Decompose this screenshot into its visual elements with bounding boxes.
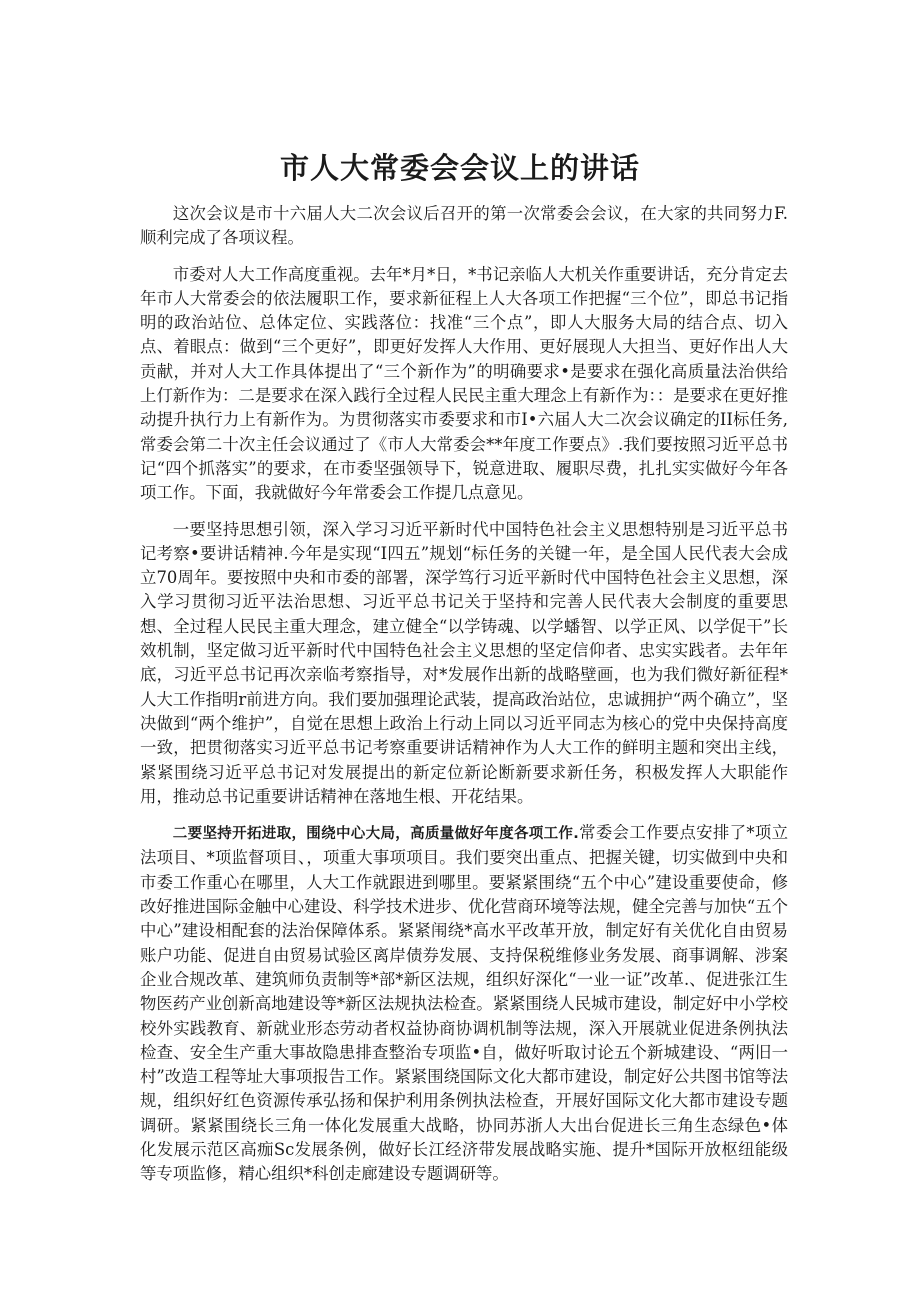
paragraph-4 <box>140 821 788 1186</box>
paragraph-2: 市委对人大工作高度重视。去年*月*日，*书记亲临人大机关作重要讲话，充分肯定去年市人大常委会的依法履职工作，要求新征程上人大各项工作把握“三个位”，即总书记指明的政治站位、总体定位、实践落位：找准“三个点”，即人大服务大局的结合点、切入点、着眼点：做到“三个更好”，即更好发挥人大作用、更好展现人大担当、更好作出人大贡献，并对人大工作具体提出了“三个新作为”的明确要求•是要求在强化高质量法治供给上仃新作为：二是要求在深入践行全过程人民民主重大理念上有新作为：：是要求在更好推动提升执行力上有新作为。为贯彻落实市委要求和市I•六届人大二次会议确定的II标任务,常委会第二十次主任会议通过了《市人大常委会**年度工作要点》.我们要按照习近平总书记“四个抓落实”的要求，在市委坚强领导下，锐意进取、履职尽费，扎扎实实做好今年各项工作。下面，我就做好今年常委会工作提几点意见。 <box>140 264 788 503</box>
paragraph-4-lead: 二要坚持开拓进取，围绕中心大局，高质量做好年度各项工作. <box>172 826 579 843</box>
paragraph-1: 这次会议是市十六届人大二次会议后召开的第一次常委会会议，在大家的共同努力F.顺利完成了各项议程。 <box>140 204 788 248</box>
paragraph-4-text: 常委会工作要点安排了*项立法项目、*项监督项目、，项重大事项项目。我们要突出重点、把握关键，切实做到中央和市委工作重心在哪里，人大工作就跟进到哪里。要紧紧围绕“五个中心”建设重要使命，修改好推进国际金触中心建设、科学技术进步、优化营商环境等法规，健全完善与加快“五个中心”建设相配套的法治保障体系。紧紧闱绕*高水平改革开放，制定好有关优化自由贸易账户功能、促进自由贸易试验区离岸债券发展、支持保税维修业务发展、商事调解、涉案企业合规改革、建筑师负责制等*部*新区法规，组织好深化“一业一证”改革.、促进张江生物医药产业创新高地建设等*新区法规执法检查。紧紧围绕人民城市建设，制定好中小学校校外实践教育、新就业形态劳动者权益协商协调机制等法规，深入开展就业促进条例执法检查、安全生产重大事故隐患排查整治专项监•自，做好听取讨论五个新城建设、“两旧一村”改造工程等址大事项报告工作。紧紧围绕国际文化大都市建设，制定好公共图书馆等法规，组织好红色资源传承弘扬和保护利用条例执法检查，开展好国际文化大都市建设专题调研。紧紧围绕长三角一体化发展重大战略，协同苏浙人大出台促进长三角生态绿色•体化发展示范区高痂Sc发展条例，做好长江经济带发展战略实施、提升*国际开放枢纽能级等专项监修，精心组织*科创走廊建设专题调研等。 <box>140 823 788 1184</box>
paragraph-3: 一要坚持思想引领，深入学习习近平新时代中国特色社会主义思想特别是习近平总书记考察•要讲话精神.今年是实现“I四五”规划“标任务的关键一年，是全国人民代表大会成立70周年。要按照中央和市委的部署，深学笃行习近平新时代中国特色社会主义思想，深入学习贯彻习近平法治思想、习近平总书记关于坚持和完善人民代表大会制度的重要思想、全过程人民民主重大理念，建立健全“以学铸魂、以学蟠智、以学正风、以学促干”长效机制，坚定做习近平新时代中国特色社会主义思想的坚定信仰者、忠实实践者。去年年底，习近平总书记再次亲临考察指导，对*发展作出新的战略壁画，也为我们微好新征程*人大工作指明r前进方向。我们要加强理论武装，提高政治站位，忠诚拥护“两个确立”，坚决做到“两个维护”，自觉在思想上政治上行动上同以习近平同志为核心的党中央保持高度一致，把贯彻落实习近平总书记考察重要讲话精神作为人大工作的鲜明主题和突出主线，紧紧围绕习近平总书记对发展提出的新定位新论断新要求新任务，积极发挥人大职能作用，推动总书记重要讲话精神在落地生根、开花结果。 <box>140 519 788 806</box>
document-title: 市人大常委会会议上的讲话 <box>279 151 640 185</box>
document-body <box>140 202 788 1196</box>
